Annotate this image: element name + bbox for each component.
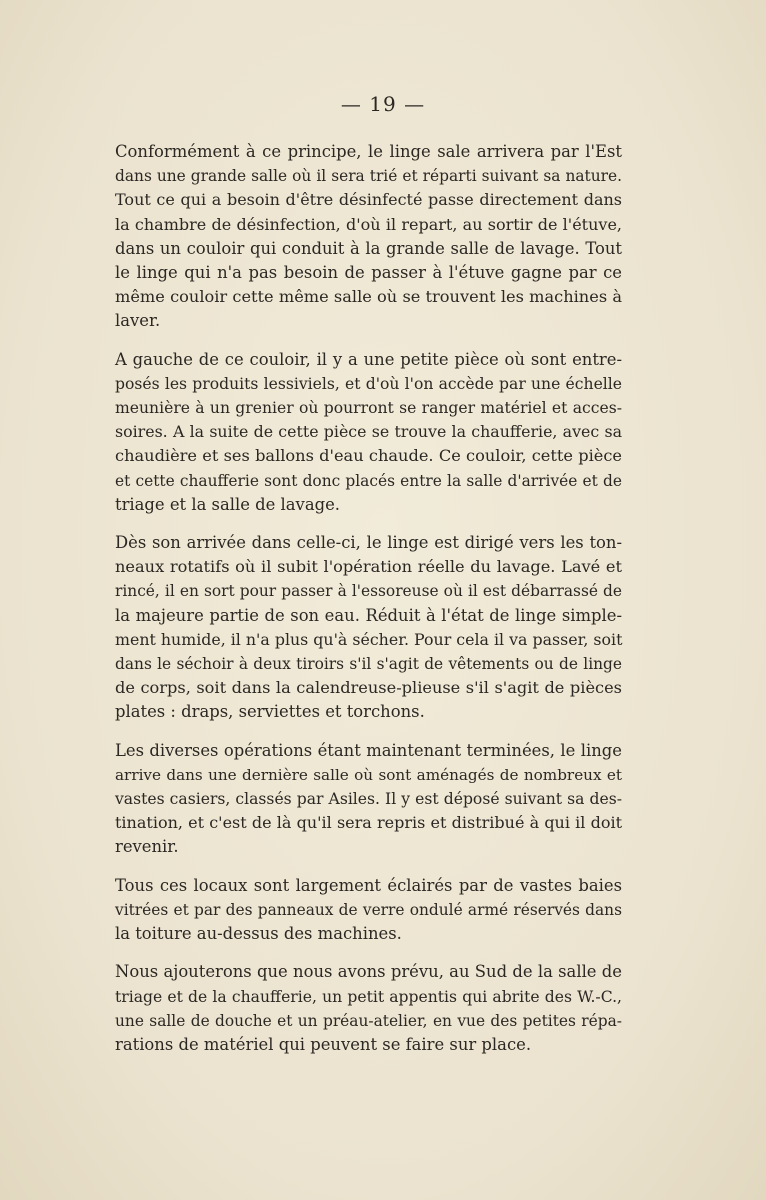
text-line: même couloir cette même salle où se trouvent les machines à [115,287,622,307]
text-line: vastes casiers, classés par Asiles. Il y est déposé suivant sa des- [115,790,622,809]
text-line: triage et la salle de lavage. [115,494,340,514]
page-number: — 19 — [340,92,426,116]
paragraph-4 [115,739,622,860]
paragraph-1 [115,140,622,334]
body-text [115,140,622,1071]
text-line: Dès son arrivée dans celle-ci, le linge est dirigé vers les ton- [115,533,622,553]
text-line: dans un couloir qui conduit à la grande salle de lavage. Tout [115,238,622,258]
text-line: rations de matériel qui peuvent se faire sur place. [115,1034,532,1054]
text-line: Les diverses opérations étant maintenant terminées, le linge [115,740,622,760]
paragraph-5 [115,874,622,947]
text-line: ment humide, il n'a plus qu'à sécher. Pour cela il va passer, soit [115,629,623,649]
text-line: posés les produits lessiviels, et d'où l'on accède par une échelle [115,374,622,393]
text-line: arrive dans une dernière salle où sont aménagés de nombreux et [115,765,622,784]
text-line: laver. [115,311,161,331]
text-line: dans le séchoir à deux tiroirs s'il s'agit de vêtements ou de linge [115,655,622,674]
text-line: soires. A la suite de cette pièce se trouve la chaufferie, avec sa [115,422,622,442]
text-line: plates : draps, serviettes et torchons. [115,702,425,722]
text-line: Nous ajouterons que nous avons prévu, au Sud de la salle de [115,962,622,982]
text-line: triage et de la chaufferie, un petit appentis qui abrite des W.-C., [115,987,622,1006]
text-line: rincé, il en sort pour passer à l'essoreuse où il est débarrassé de [115,582,622,601]
paragraph-6 [115,960,622,1057]
paragraph-2 [115,348,622,517]
text-line: Conformément à ce principe, le linge sale arrivera par l'Est [115,142,622,161]
text-line: de corps, soit dans la calendreuse-plieuse s'il s'agit de pièces [115,678,622,698]
text-line: dans une grande salle où il sera trié et réparti suivant sa nature. [115,167,622,186]
text-line: Tous ces locaux sont largement éclairés par de vastes baies [115,875,622,895]
text-line: vitrées et par des panneaux de verre ondulé armé réservés dans [115,900,622,919]
text-line: la chambre de désinfection, d'où il repart, au sortir de l'étuve, [115,214,622,234]
text-line: A gauche de ce couloir, il y a une petite pièce où sont entre- [115,349,622,369]
text-line: Tout ce qui a besoin d'être désinfecté passe directement dans [115,190,622,210]
text-line: une salle de douche et un préau-atelier, en vue des petites répa- [115,1011,622,1030]
text-line: la majeure partie de son eau. Réduit à l'état de linge simple- [115,605,622,625]
text-line: et cette chaufferie sont donc placés entre la salle d'arrivée et de [115,471,622,490]
text-line: le linge qui n'a pas besoin de passer à l'étuve gagne par ce [115,263,622,283]
text-line: neaux rotatifs où il subit l'opération réelle du lavage. Lavé et [115,557,622,577]
text-line: la toiture au-dessus des machines. [115,924,402,944]
text-line: revenir. [115,837,179,857]
text-line: tination, et c'est de là qu'il sera repris et distribué à qui il doit [115,813,622,833]
text-line: chaudière et ses ballons d'eau chaude. Ce couloir, cette pièce [115,446,622,466]
paragraph-3 [115,531,622,725]
text-line: meunière à un grenier où pourront se ranger matériel et acces- [115,399,622,418]
